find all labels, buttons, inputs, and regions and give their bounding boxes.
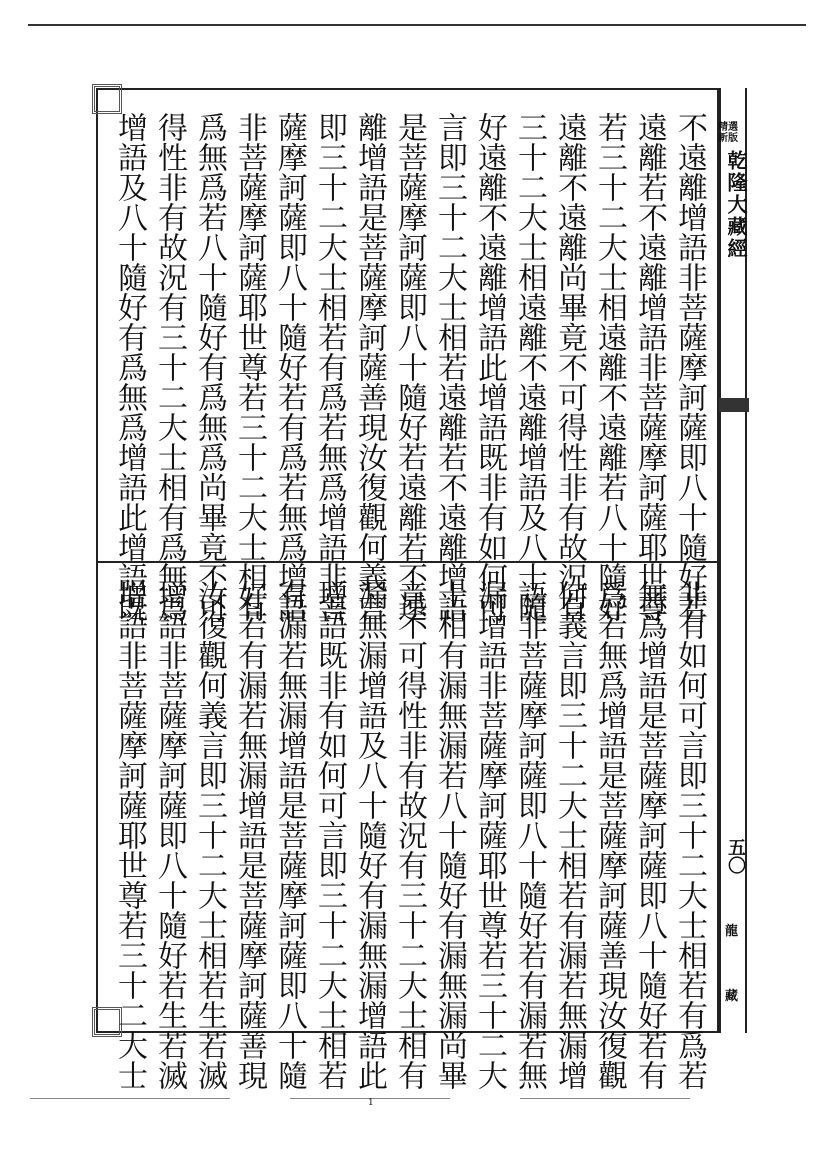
lower-text-column: 士相有漏無漏若八十隨好有漏無漏尚畢 <box>432 580 467 1090</box>
upper-text-column: 爲無爲若八十隨好有爲無爲尚畢竟不可 <box>192 112 227 622</box>
side-mark-long: 龍 <box>725 924 739 939</box>
upper-text-column: 好遠離不遠離增語此增語既非有如何可 <box>472 112 507 622</box>
upper-text-column: 遠離不遠離尚畢竟不可得性非有故況有 <box>552 112 587 622</box>
lower-text-column: 增語非菩薩摩訶薩耶世尊若三十二大士 <box>112 580 147 1090</box>
lower-text-column: 何義言即三十二大士相若有漏若無漏增 <box>552 580 587 1090</box>
series-title: 乾隆大藏經 <box>724 150 748 260</box>
upper-text-column: 不遠離增語非菩薩摩訶薩即八十隨好若 <box>672 112 707 622</box>
corner-ornament-top-left <box>92 84 122 114</box>
footer-rule-right <box>520 1098 690 1099</box>
top-rule <box>28 24 806 26</box>
lower-text-column: 無爲增語是菩薩摩訶薩即八十隨好若有 <box>632 580 667 1090</box>
lower-text-column: 好若有漏若無漏增語是菩薩摩訶薩善現 <box>232 580 267 1090</box>
lower-text-column: 爲若無爲增語是菩薩摩訶薩善現汝復觀 <box>592 580 627 1090</box>
upper-text-column: 離增語是菩薩摩訶薩善現汝復觀何義言 <box>352 112 387 622</box>
side-mark-zang: 藏 <box>725 989 739 1004</box>
upper-text-column: 即三十二大士相若有爲若無爲增語非菩 <box>312 112 347 622</box>
upper-text-column: 是菩薩摩訶薩即八十隨好若遠離若不遠 <box>392 112 427 622</box>
lower-text-column: 有漏若無漏增語是菩薩摩訶薩即八十隨 <box>272 580 307 1090</box>
lower-text-column: 漏增語非菩薩摩訶薩耶世尊若三十二大 <box>472 580 507 1090</box>
lower-text-column: 增語既非有如何可言即三十二大士相若 <box>312 580 347 1090</box>
upper-text-column: 遠離若不遠離增語非菩薩摩訶薩耶世尊 <box>632 112 667 622</box>
margin-tab-marker <box>719 398 749 412</box>
lower-text-column: 竟不可得性非有故況有三十二大士相有 <box>392 580 427 1090</box>
page-number: 五〇 <box>725 838 746 874</box>
edition-imprint: 精選新版 <box>718 122 738 144</box>
upper-text-column: 薩摩訶薩即八十隨好若有爲若無爲增語 <box>272 112 307 622</box>
footer-rule-left <box>30 1098 230 1099</box>
upper-text-column: 言即三十二大士相若遠離若不遠離增語 <box>432 112 467 622</box>
lower-text-column: 語非菩薩摩訶薩即八十隨好若有漏若無 <box>512 580 547 1090</box>
upper-text-column: 增語及八十隨好有爲無爲增語此增語既 <box>112 112 147 622</box>
upper-text-column: 若三十二大士相遠離不遠離若八十隨好 <box>592 112 627 622</box>
lower-text-column: 非有如何可言即三十二大士相若有爲若 <box>672 580 707 1090</box>
footer-number: 1 <box>368 1098 374 1108</box>
upper-text-column: 非菩薩摩訶薩耶世尊若三十二大士相有 <box>232 112 267 622</box>
lower-text-column: 漏無漏增語及八十隨好有漏無漏增語此 <box>352 580 387 1090</box>
lower-text-column: 汝復觀何義言即三十二大士相若生若滅 <box>192 580 227 1090</box>
upper-text-column: 得性非有故況有三十二大士相有爲無爲 <box>152 112 187 622</box>
lower-text-column: 增語非菩薩摩訶薩即八十隨好若生若滅 <box>152 580 187 1090</box>
upper-text-column: 三十二大士相遠離不遠離增語及八十隨 <box>512 112 547 622</box>
